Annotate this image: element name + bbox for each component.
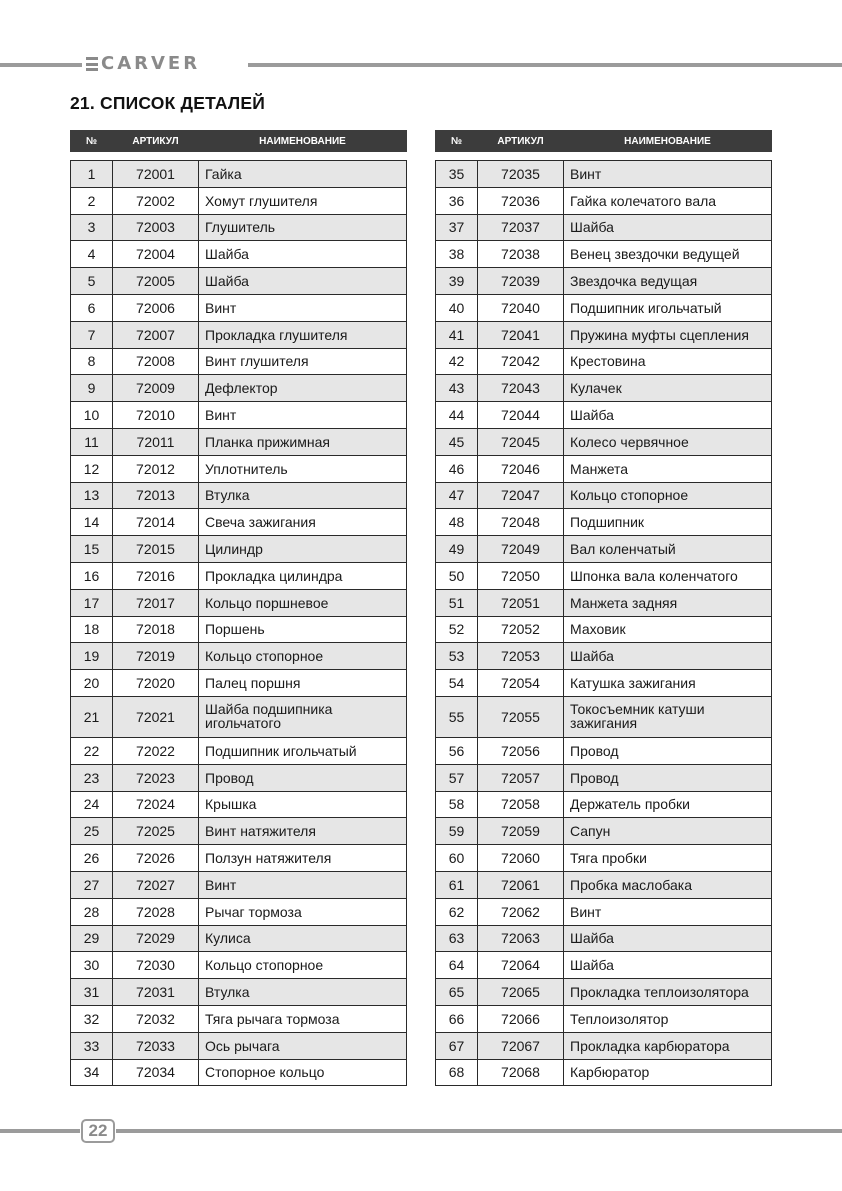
part-number: 22 (71, 737, 113, 764)
table-row (71, 952, 407, 979)
part-article: 72026 (113, 845, 199, 872)
part-article: 72056 (478, 737, 564, 764)
part-number: 16 (71, 562, 113, 589)
footer-rule-right (116, 1129, 842, 1133)
part-name: Винт (199, 294, 407, 321)
table-row (436, 871, 772, 898)
table-row (436, 925, 772, 952)
part-number: 9 (71, 375, 113, 402)
part-article: 72040 (478, 294, 564, 321)
table-row (436, 1059, 772, 1086)
part-name: Палец поршня (199, 670, 407, 697)
column-header-num: № (71, 131, 113, 152)
part-article: 72037 (478, 214, 564, 241)
part-number: 44 (436, 402, 478, 429)
part-article: 72007 (113, 321, 199, 348)
table-row (71, 791, 407, 818)
part-number: 12 (71, 455, 113, 482)
part-number: 66 (436, 1005, 478, 1032)
part-name: Вал коленчатый (564, 536, 772, 563)
part-article: 72055 (478, 696, 564, 737)
part-article: 72041 (478, 321, 564, 348)
table-row (436, 536, 772, 563)
part-article: 72038 (478, 241, 564, 268)
part-number: 49 (436, 536, 478, 563)
part-number: 33 (71, 1032, 113, 1059)
part-article: 72016 (113, 562, 199, 589)
part-article: 72066 (478, 1005, 564, 1032)
part-number: 62 (436, 898, 478, 925)
column-header-article: АРТИКУЛ (113, 131, 199, 152)
logo-mark-icon (86, 57, 98, 71)
part-number: 2 (71, 187, 113, 214)
table-row (436, 187, 772, 214)
part-name: Шпонка вала коленчатого (564, 562, 772, 589)
part-name: Пробка маслобака (564, 871, 772, 898)
part-name: Втулка (199, 482, 407, 509)
part-article: 72059 (478, 818, 564, 845)
table-row (436, 214, 772, 241)
part-name: Карбюратор (564, 1059, 772, 1086)
part-article: 72034 (113, 1059, 199, 1086)
part-name: Кулачек (564, 375, 772, 402)
part-number: 8 (71, 348, 113, 375)
part-name: Прокладка теплоизолятора (564, 979, 772, 1006)
part-name: Винт (564, 161, 772, 188)
part-number: 11 (71, 428, 113, 455)
table-row (436, 1005, 772, 1032)
table-row (436, 562, 772, 589)
part-article: 72004 (113, 241, 199, 268)
table-row (71, 696, 407, 737)
table-row (436, 791, 772, 818)
part-number: 53 (436, 643, 478, 670)
logo-text: CARVER (101, 53, 201, 74)
part-article: 72018 (113, 616, 199, 643)
part-name: Винт глушителя (199, 348, 407, 375)
part-name: Рычаг тормоза (199, 898, 407, 925)
part-name: Манжета задняя (564, 589, 772, 616)
part-number: 51 (436, 589, 478, 616)
table-row (71, 214, 407, 241)
part-name: Цилиндр (199, 536, 407, 563)
part-number: 15 (71, 536, 113, 563)
footer-rule-left (0, 1129, 80, 1133)
part-name: Шайба (564, 952, 772, 979)
part-article: 72014 (113, 509, 199, 536)
part-name: Шайба (564, 214, 772, 241)
table-row (71, 643, 407, 670)
part-number: 58 (436, 791, 478, 818)
part-name: Провод (564, 737, 772, 764)
part-name: Втулка (199, 979, 407, 1006)
part-article: 72033 (113, 1032, 199, 1059)
table-row (436, 979, 772, 1006)
part-name: Глушитель (199, 214, 407, 241)
table-row (436, 321, 772, 348)
part-number: 68 (436, 1059, 478, 1086)
part-name: Поршень (199, 616, 407, 643)
part-number: 40 (436, 294, 478, 321)
table-row (71, 294, 407, 321)
table-row (71, 589, 407, 616)
table-row (71, 1059, 407, 1086)
part-article: 72042 (478, 348, 564, 375)
part-name: Колесо червячное (564, 428, 772, 455)
table-row (71, 562, 407, 589)
table-row (71, 455, 407, 482)
part-article: 72053 (478, 643, 564, 670)
part-article: 72048 (478, 509, 564, 536)
part-article: 72047 (478, 482, 564, 509)
part-number: 5 (71, 268, 113, 295)
table-row (436, 268, 772, 295)
part-name: Манжета (564, 455, 772, 482)
part-number: 52 (436, 616, 478, 643)
part-number: 67 (436, 1032, 478, 1059)
part-article: 72032 (113, 1005, 199, 1032)
part-number: 34 (71, 1059, 113, 1086)
header-rule-right (248, 63, 842, 67)
table-row (71, 482, 407, 509)
part-number: 47 (436, 482, 478, 509)
header-rule-left (0, 63, 82, 67)
part-number: 31 (71, 979, 113, 1006)
part-name: Свеча зажигания (199, 509, 407, 536)
table-row (71, 1032, 407, 1059)
part-article: 72051 (478, 589, 564, 616)
part-name: Звездочка ведущая (564, 268, 772, 295)
part-number: 17 (71, 589, 113, 616)
part-name: Винт натяжителя (199, 818, 407, 845)
table-row (436, 482, 772, 509)
part-number: 19 (71, 643, 113, 670)
part-article: 72043 (478, 375, 564, 402)
part-article: 72006 (113, 294, 199, 321)
table-row (71, 402, 407, 429)
table-row (436, 509, 772, 536)
part-name: Маховик (564, 616, 772, 643)
part-article: 72061 (478, 871, 564, 898)
part-article: 72005 (113, 268, 199, 295)
column-header-name: НАИМЕНОВАНИЕ (564, 131, 772, 152)
table-row (71, 818, 407, 845)
part-article: 72064 (478, 952, 564, 979)
right-table-header (435, 130, 772, 152)
table-row (71, 348, 407, 375)
part-name: Шайба (564, 402, 772, 429)
table-row (436, 1032, 772, 1059)
part-name: Ось рычага (199, 1032, 407, 1059)
table-row (436, 737, 772, 764)
table-row (436, 643, 772, 670)
table-row (436, 898, 772, 925)
part-article: 72008 (113, 348, 199, 375)
part-article: 72049 (478, 536, 564, 563)
part-article: 72013 (113, 482, 199, 509)
part-name: Прокладка карбюратора (564, 1032, 772, 1059)
part-number: 3 (71, 214, 113, 241)
table-row (436, 764, 772, 791)
part-number: 27 (71, 871, 113, 898)
part-number: 30 (71, 952, 113, 979)
table-row (71, 670, 407, 697)
part-article: 72003 (113, 214, 199, 241)
part-name: Винт (199, 871, 407, 898)
part-number: 21 (71, 696, 113, 737)
table-row (71, 871, 407, 898)
part-name: Винт (199, 402, 407, 429)
part-number: 23 (71, 764, 113, 791)
part-article: 72009 (113, 375, 199, 402)
part-number: 4 (71, 241, 113, 268)
table-row (71, 375, 407, 402)
part-article: 72010 (113, 402, 199, 429)
part-article: 72046 (478, 455, 564, 482)
part-number: 46 (436, 455, 478, 482)
part-article: 72050 (478, 562, 564, 589)
part-name: Венец звездочки ведущей (564, 241, 772, 268)
part-number: 57 (436, 764, 478, 791)
part-article: 72039 (478, 268, 564, 295)
part-name: Токосъемник катуши зажигания (564, 696, 772, 737)
part-number: 7 (71, 321, 113, 348)
table-row (436, 616, 772, 643)
part-name: Кольцо стопорное (564, 482, 772, 509)
part-name: Тяга рычага тормоза (199, 1005, 407, 1032)
part-name: Гайка колечатого вала (564, 187, 772, 214)
table-row (436, 241, 772, 268)
table-row (71, 268, 407, 295)
table-row (436, 845, 772, 872)
part-article: 72023 (113, 764, 199, 791)
part-number: 26 (71, 845, 113, 872)
part-article: 72028 (113, 898, 199, 925)
table-row (71, 509, 407, 536)
table-row (71, 161, 407, 188)
page-number: 22 (81, 1119, 115, 1143)
table-row (71, 898, 407, 925)
part-name: Провод (564, 764, 772, 791)
part-number: 42 (436, 348, 478, 375)
part-number: 29 (71, 925, 113, 952)
part-name: Подшипник игольчатый (199, 737, 407, 764)
part-number: 63 (436, 925, 478, 952)
part-name: Подшипник (564, 509, 772, 536)
part-article: 72017 (113, 589, 199, 616)
part-article: 72057 (478, 764, 564, 791)
part-name: Ползун натяжителя (199, 845, 407, 872)
part-number: 14 (71, 509, 113, 536)
table-row (71, 428, 407, 455)
part-article: 72068 (478, 1059, 564, 1086)
part-name: Кольцо поршневое (199, 589, 407, 616)
part-name: Шайба (199, 241, 407, 268)
part-article: 72015 (113, 536, 199, 563)
part-name: Прокладка глушителя (199, 321, 407, 348)
part-article: 72030 (113, 952, 199, 979)
part-article: 72025 (113, 818, 199, 845)
part-name: Шайба (199, 268, 407, 295)
left-table-header (70, 130, 407, 152)
part-article: 72062 (478, 898, 564, 925)
part-number: 56 (436, 737, 478, 764)
table-row (436, 348, 772, 375)
brand-logo (86, 53, 200, 75)
part-name: Дефлектор (199, 375, 407, 402)
part-article: 72012 (113, 455, 199, 482)
table-row (71, 979, 407, 1006)
column-header-num: № (436, 131, 478, 152)
part-article: 72019 (113, 643, 199, 670)
part-article: 72022 (113, 737, 199, 764)
part-number: 32 (71, 1005, 113, 1032)
table-row (71, 925, 407, 952)
part-article: 72058 (478, 791, 564, 818)
part-number: 24 (71, 791, 113, 818)
part-number: 60 (436, 845, 478, 872)
table-row (436, 375, 772, 402)
part-name: Шайба (564, 925, 772, 952)
part-article: 72021 (113, 696, 199, 737)
table-row (436, 696, 772, 737)
part-name: Провод (199, 764, 407, 791)
table-row (436, 294, 772, 321)
part-article: 72002 (113, 187, 199, 214)
part-article: 72063 (478, 925, 564, 952)
part-number: 20 (71, 670, 113, 697)
part-number: 37 (436, 214, 478, 241)
part-name: Катушка зажигания (564, 670, 772, 697)
part-number: 64 (436, 952, 478, 979)
part-name: Кольцо стопорное (199, 643, 407, 670)
part-name: Тяга пробки (564, 845, 772, 872)
part-article: 72067 (478, 1032, 564, 1059)
part-number: 28 (71, 898, 113, 925)
part-number: 6 (71, 294, 113, 321)
part-article: 72031 (113, 979, 199, 1006)
part-number: 55 (436, 696, 478, 737)
part-name: Гайка (199, 161, 407, 188)
table-row (71, 241, 407, 268)
part-name: Крышка (199, 791, 407, 818)
table-row (436, 455, 772, 482)
part-number: 13 (71, 482, 113, 509)
table-row (71, 536, 407, 563)
table-row (71, 187, 407, 214)
part-number: 43 (436, 375, 478, 402)
part-name: Шайба подшипника игольчатого (199, 696, 407, 737)
part-number: 35 (436, 161, 478, 188)
part-article: 72054 (478, 670, 564, 697)
part-name: Уплотнитель (199, 455, 407, 482)
part-article: 72036 (478, 187, 564, 214)
part-number: 39 (436, 268, 478, 295)
part-name: Пружина муфты сцепления (564, 321, 772, 348)
table-row (436, 428, 772, 455)
part-number: 61 (436, 871, 478, 898)
part-article: 72029 (113, 925, 199, 952)
table-row (71, 845, 407, 872)
part-article: 72027 (113, 871, 199, 898)
part-name: Подшипник игольчатый (564, 294, 772, 321)
part-number: 25 (71, 818, 113, 845)
part-name: Держатель пробки (564, 791, 772, 818)
part-name: Стопорное кольцо (199, 1059, 407, 1086)
part-article: 72060 (478, 845, 564, 872)
table-row (71, 1005, 407, 1032)
column-header-name: НАИМЕНОВАНИЕ (199, 131, 407, 152)
part-article: 72052 (478, 616, 564, 643)
page-title: 21. СПИСОК ДЕТАЛЕЙ (70, 93, 266, 113)
part-number: 36 (436, 187, 478, 214)
table-row (71, 764, 407, 791)
part-number: 54 (436, 670, 478, 697)
part-number: 18 (71, 616, 113, 643)
part-number: 45 (436, 428, 478, 455)
table-row (71, 616, 407, 643)
table-row (436, 952, 772, 979)
part-number: 65 (436, 979, 478, 1006)
part-name: Винт (564, 898, 772, 925)
part-article: 72044 (478, 402, 564, 429)
column-header-article: АРТИКУЛ (478, 131, 564, 152)
part-number: 1 (71, 161, 113, 188)
part-name: Кольцо стопорное (199, 952, 407, 979)
table-row (436, 161, 772, 188)
part-number: 41 (436, 321, 478, 348)
table-row (436, 402, 772, 429)
part-name: Шайба (564, 643, 772, 670)
part-name: Планка прижимная (199, 428, 407, 455)
part-name: Крестовина (564, 348, 772, 375)
part-name: Сапун (564, 818, 772, 845)
part-number: 59 (436, 818, 478, 845)
part-article: 72001 (113, 161, 199, 188)
part-article: 72035 (478, 161, 564, 188)
part-number: 10 (71, 402, 113, 429)
part-article: 72011 (113, 428, 199, 455)
part-article: 72020 (113, 670, 199, 697)
table-row (436, 589, 772, 616)
part-number: 50 (436, 562, 478, 589)
left-parts-table (70, 160, 407, 1086)
table-row (71, 321, 407, 348)
part-name: Кулиса (199, 925, 407, 952)
part-name: Теплоизолятор (564, 1005, 772, 1032)
table-row (71, 737, 407, 764)
right-parts-table (435, 160, 772, 1086)
part-number: 48 (436, 509, 478, 536)
part-article: 72024 (113, 791, 199, 818)
part-article: 72045 (478, 428, 564, 455)
table-row (436, 818, 772, 845)
part-name: Хомут глушителя (199, 187, 407, 214)
table-row (436, 670, 772, 697)
part-number: 38 (436, 241, 478, 268)
part-article: 72065 (478, 979, 564, 1006)
part-name: Прокладка цилиндра (199, 562, 407, 589)
